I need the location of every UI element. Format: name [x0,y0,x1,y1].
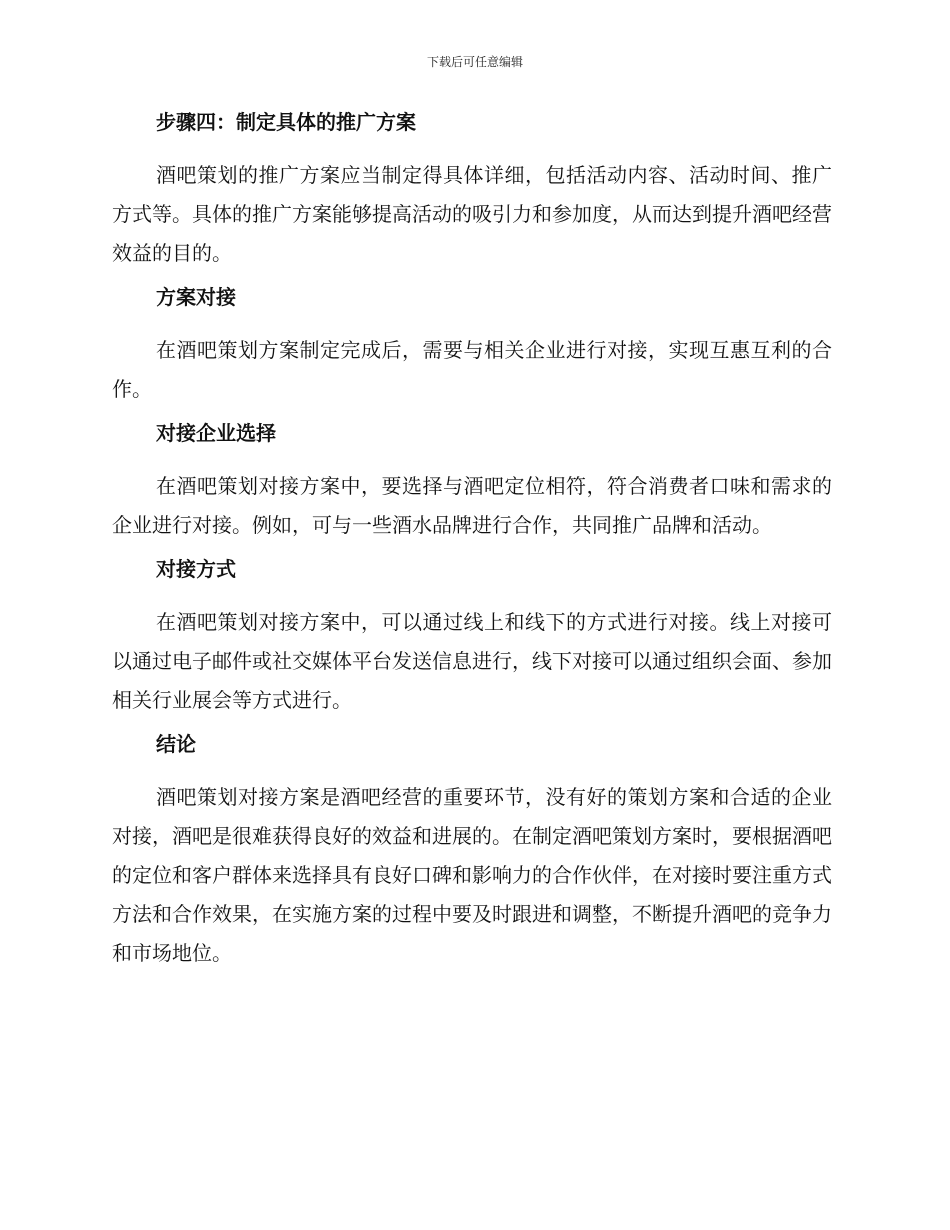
section-heading: 对接方式 [156,557,236,581]
section-step-four [112,108,832,273]
section-heading: 结论 [156,732,196,756]
section-heading: 步骤四：制定具体的推广方案 [156,110,416,134]
section-conclusion [112,730,832,973]
section-paragraph: 在酒吧策划对接方案中，要选择与酒吧定位相符，符合消费者口味和需求的企业进行对接。例如，可与一些酒水品牌进行合作，共同推广品牌和活动。 [112,474,832,537]
header-note: 下载后可任意编辑 [426,55,523,69]
section-paragraph: 在酒吧策划方案制定完成后，需要与相关企业进行对接，实现互惠互利的合作。 [112,338,832,401]
section-heading: 对接企业选择 [156,421,276,445]
section-plan-docking [112,283,832,409]
document-body [112,108,832,983]
section-partner-selection [112,419,832,545]
section-heading: 方案对接 [156,285,236,309]
section-paragraph: 酒吧策划对接方案是酒吧经营的重要环节，没有好的策划方案和合适的企业对接，酒吧是很难获得良好的效益和进展的。在制定酒吧策划方案时，要根据酒吧的定位和客户群体来选择具有良好口碑和影响力的合作伙伴，在对接时要注重方式方法和合作效果，在实施方案的过程中要及时跟进和调整，不断提升酒吧的竞争力和市场地位。 [112,785,832,965]
section-docking-method [112,555,832,720]
section-paragraph: 酒吧策划的推广方案应当制定得具体详细，包括活动内容、活动时间、推广方式等。具体的推广方案能够提高活动的吸引力和参加度，从而达到提升酒吧经营效益的目的。 [112,163,832,265]
section-paragraph: 在酒吧策划对接方案中，可以通过线上和线下的方式进行对接。线上对接可以通过电子邮件或社交媒体平台发送信息进行，线下对接可以通过组织会面、参加相关行业展会等方式进行。 [112,610,832,712]
